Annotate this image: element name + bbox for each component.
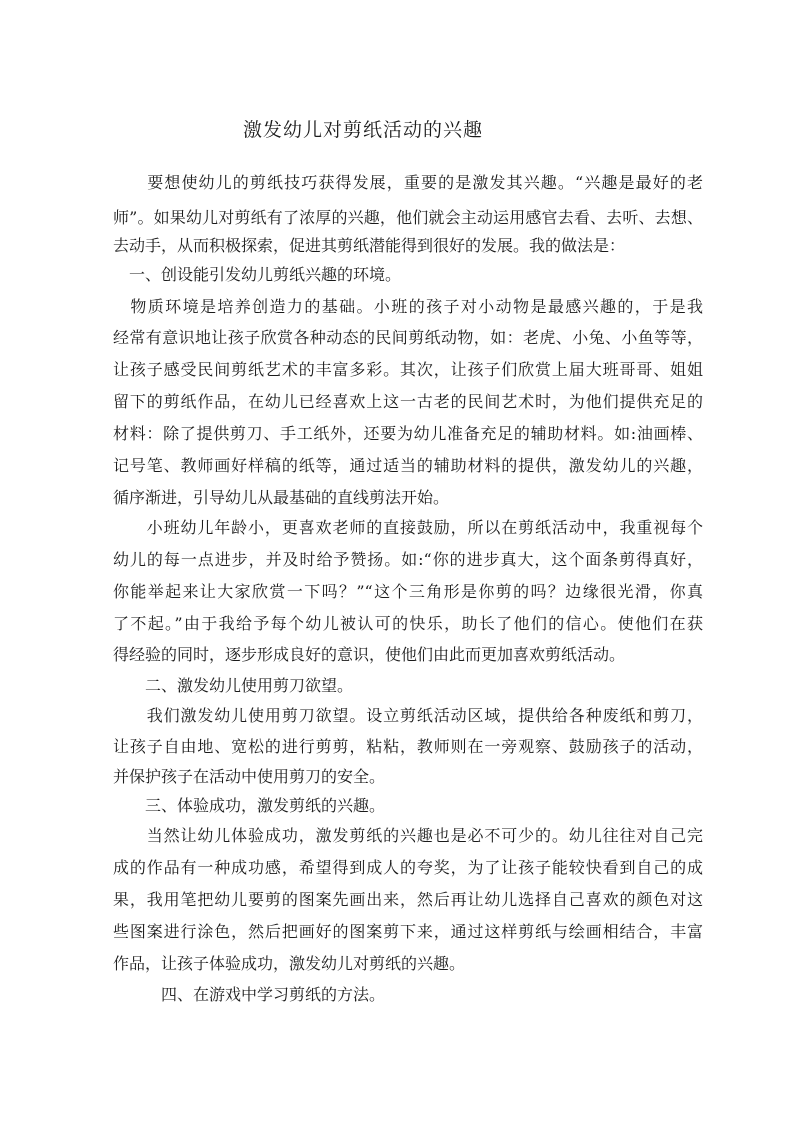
paragraph-line: 留下的剪纸作品，在幼儿已经喜欢上这一古老的民间艺术时，为他们提供充足的 — [113, 392, 703, 411]
page-title: 激发幼儿对剪纸活动的兴趣 — [242, 119, 483, 141]
paragraph-line: 要想使幼儿的剪纸技巧获得发展，重要的是激发其兴趣。“兴趣是最好的老 — [113, 173, 703, 192]
paragraph-line: 经常有意识地让孩子欣赏各种动态的民间剪纸动物，如：老虎、小兔、小鱼等等， — [113, 328, 703, 347]
paragraph-line: 当然让幼儿体验成功，激发剪纸的兴趣也是必不可少的。幼儿往往对自己完 — [113, 826, 703, 845]
paragraph-line: 并保护孩子在活动中使用剪刀的安全。 — [113, 767, 386, 786]
section-heading: 一、创设能引发幼儿剪纸兴趣的环境。 — [113, 265, 402, 284]
paragraph-line: 幼儿的每一点进步，并及时给予赞扬。如:“你的进步真大，这个面条剪得真好， — [113, 550, 703, 569]
paragraph-line: 我们激发幼儿使用剪刀欲望。设立剪纸活动区域，提供给各种废纸和剪刀， — [113, 706, 703, 725]
paragraph-line: 记号笔、教师画好样稿的纸等，通过适当的辅助材料的提供，激发幼儿的兴趣， — [113, 456, 703, 475]
paragraph-line: 去动手，从而积极探索，促进其剪纸潜能得到很好的发展。我的做法是： — [113, 236, 626, 255]
paragraph-line: 小班幼儿年龄小，更喜欢老师的直接鼓励，所以在剪纸活动中，我重视每个 — [113, 518, 703, 537]
paragraph-line: 果，我用笔把幼儿要剪的图案先画出来，然后再让幼儿选择自己喜欢的颜色对这 — [113, 890, 703, 909]
paragraph-line: 材料：除了提供剪刀、手工纸外，还要为幼儿准备充足的辅助材料。如:油画棒、 — [113, 424, 703, 443]
paragraph-line: 成的作品有一种成功感，希望得到成人的夸奖，为了让孩子能较快看到自己的成 — [113, 858, 703, 877]
paragraph-line: 物质环境是培养创造力的基础。小班的孩子对小动物是最感兴趣的，于是我 — [113, 297, 703, 316]
paragraph-line: 循序渐进，引导幼儿从最基础的直线剪法开始。 — [113, 488, 450, 507]
section-heading: 二、激发幼儿使用剪刀欲望。 — [113, 676, 354, 695]
paragraph-line: 作品，让孩子体验成功，激发幼儿对剪纸的兴趣。 — [113, 954, 466, 973]
section-heading: 三、体验成功，激发剪纸的兴趣。 — [113, 796, 386, 815]
paragraph-line: 你能举起来让大家欣赏一下吗？”“这个三角形是你剪的吗？边缘很光滑，你真 — [113, 582, 703, 601]
paragraph-line: 让孩子自由地、宽松的进行剪剪，粘粘，教师则在一旁观察、鼓励孩子的活动， — [113, 737, 703, 756]
paragraph-line: 些图案进行涂色，然后把画好的图案剪下来，通过这样剪纸与绘画相结合，丰富 — [113, 922, 703, 941]
section-heading: 四、在游戏中学习剪纸的方法。 — [113, 985, 386, 1004]
paragraph-line: 让孩子感受民间剪纸艺术的丰富多彩。其次，让孩子们欣赏上届大班哥哥、姐姐 — [113, 360, 703, 379]
paragraph-line: 了不起。”由于我给予每个幼儿被认可的快乐，助长了他们的信心。使他们在获 — [113, 614, 703, 633]
paragraph-line: 得经验的同时，逐步形成良好的意识，使他们由此而更加喜欢剪纸活动。 — [113, 645, 626, 664]
paragraph-line: 师”。如果幼儿对剪纸有了浓厚的兴趣，他们就会主动运用感官去看、去听、去想、 — [113, 208, 703, 227]
